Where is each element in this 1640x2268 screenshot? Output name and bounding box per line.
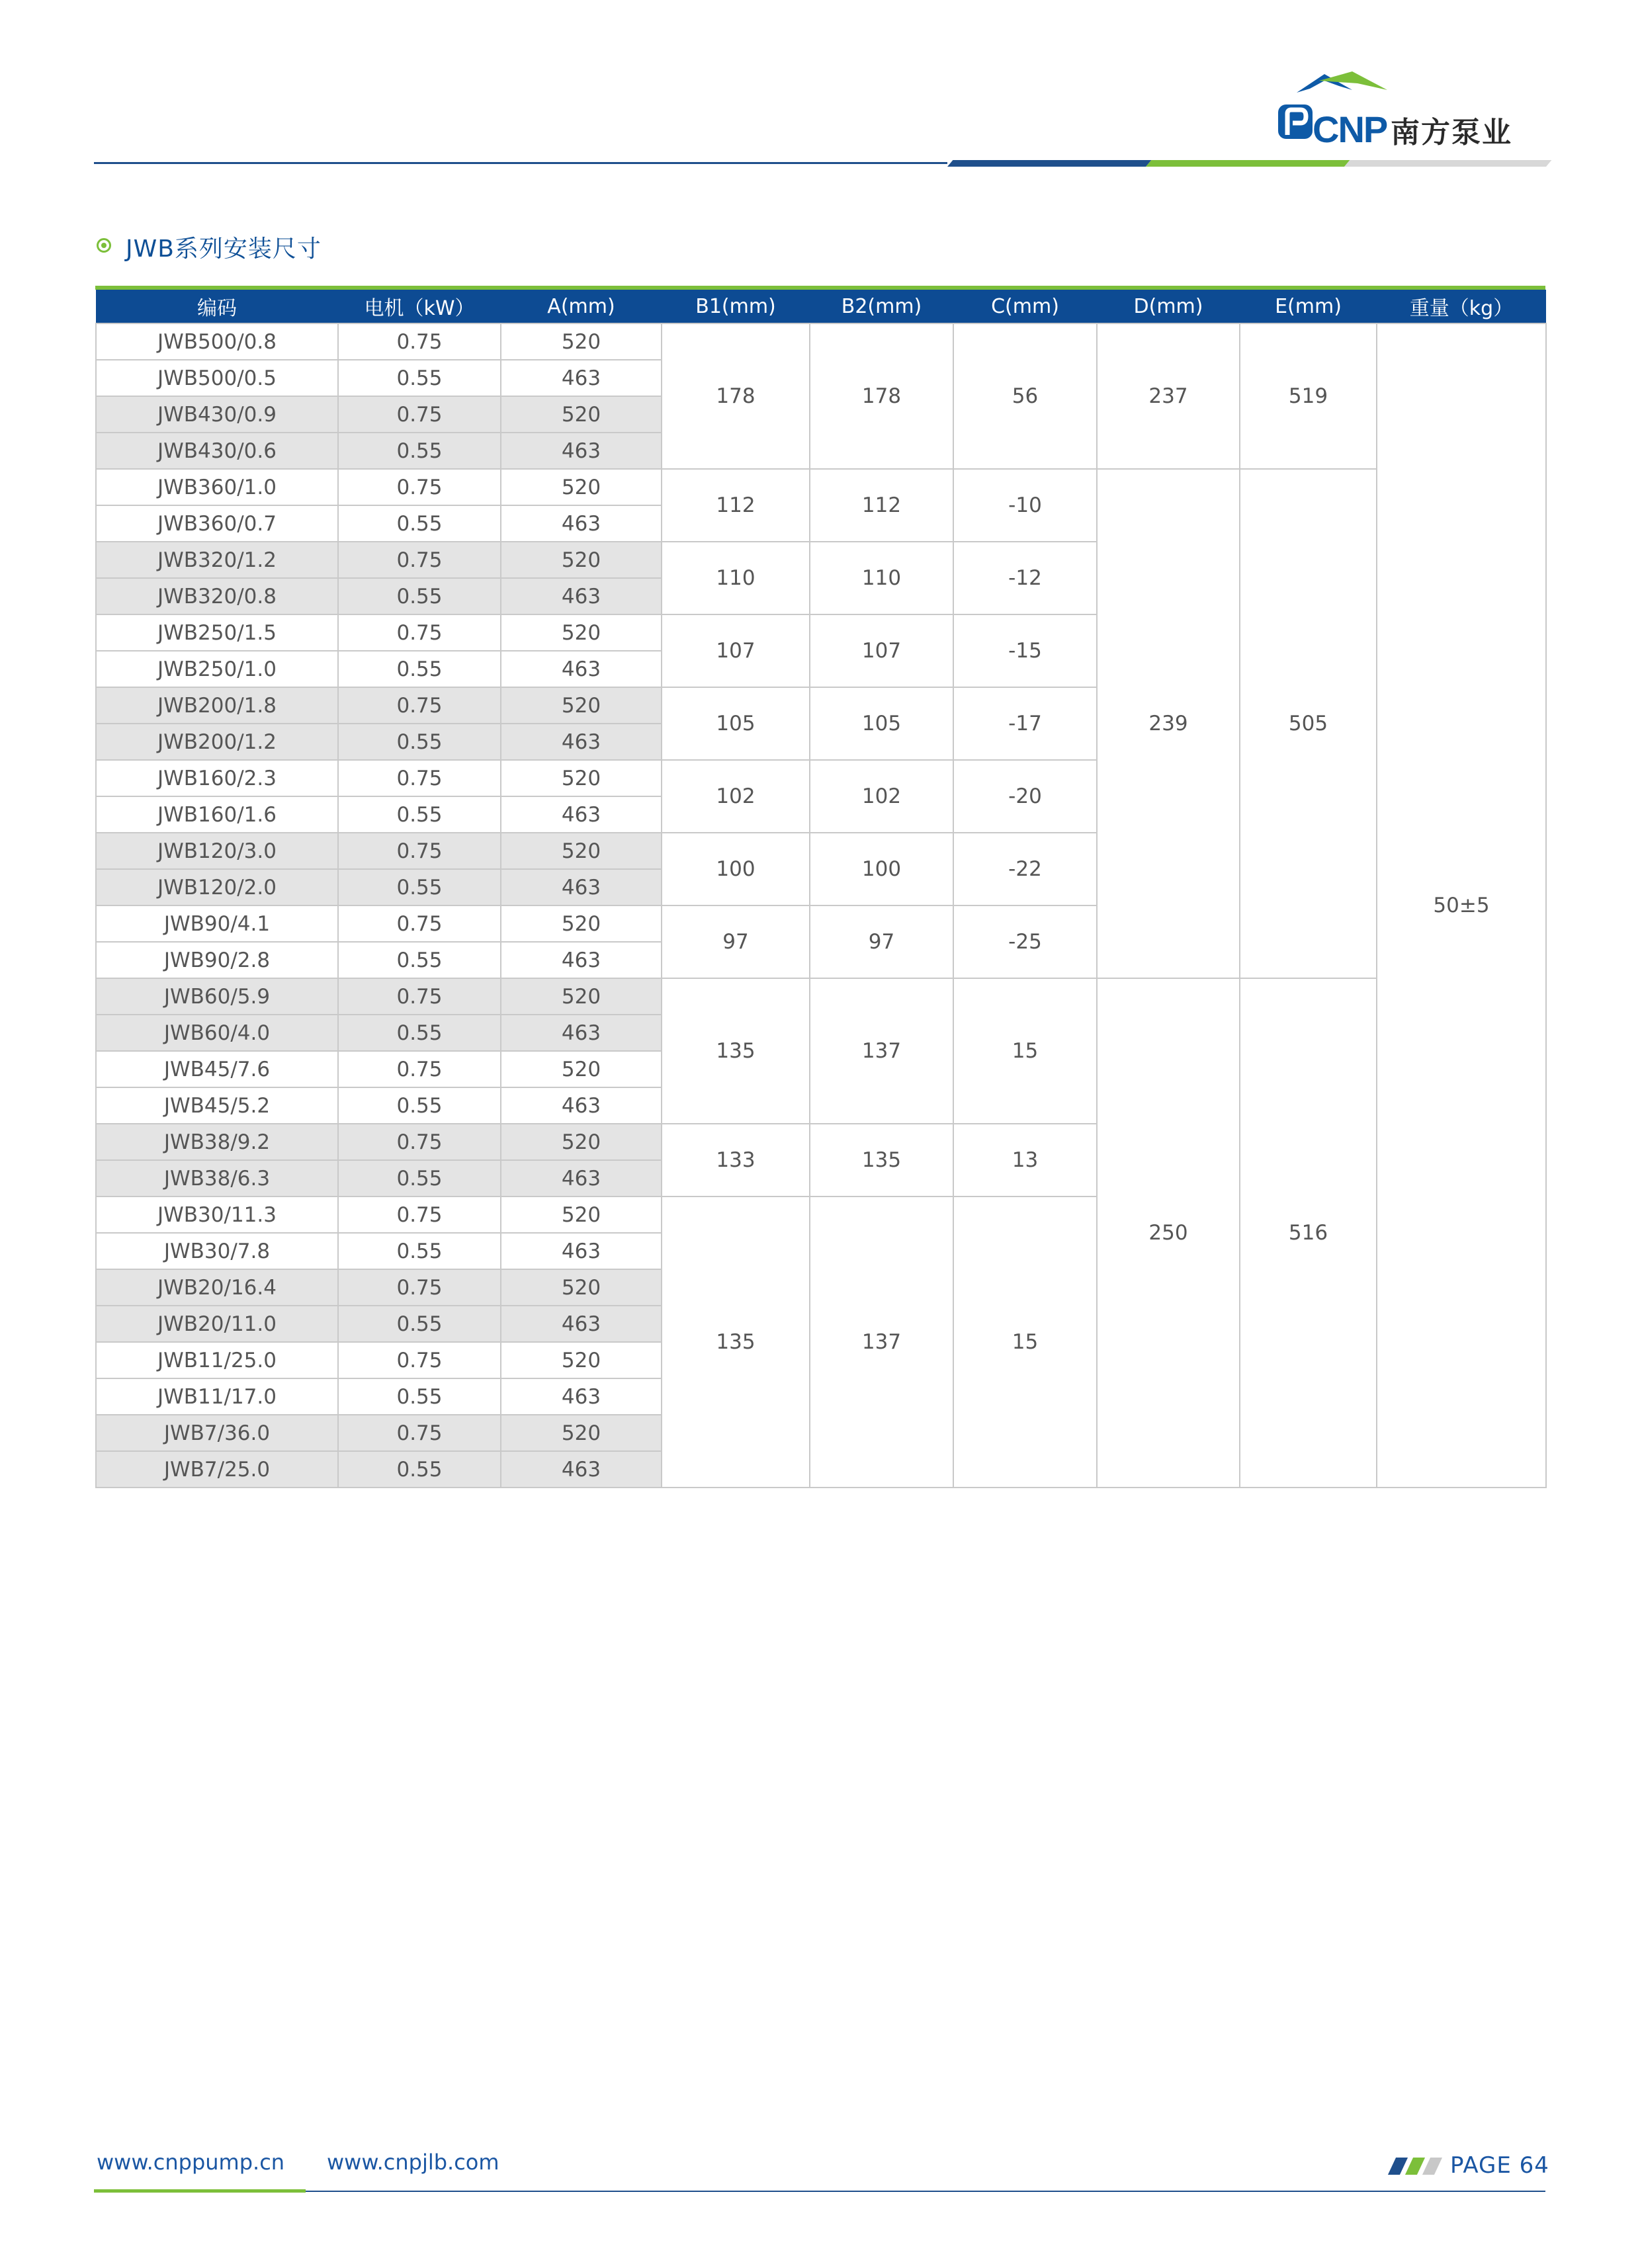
cell-b1-mm: 100 [662, 833, 810, 905]
cell-motor-kw: 0.55 [338, 505, 501, 542]
cell-c-mm: -17 [953, 687, 1097, 760]
cell-a-mm: 520 [501, 469, 662, 505]
cell-motor-kw: 0.75 [338, 833, 501, 869]
cell-c-mm: 56 [953, 323, 1097, 469]
col-header-b1: B1(mm) [662, 290, 810, 323]
cell-b1-mm: 133 [662, 1124, 810, 1197]
cell-code: JWB250/1.5 [96, 614, 338, 651]
cell-code: JWB7/25.0 [96, 1451, 338, 1488]
cell-b2-mm: 105 [810, 687, 953, 760]
cell-c-mm: -10 [953, 469, 1097, 542]
cell-code: JWB200/1.8 [96, 687, 338, 724]
cell-a-mm: 520 [501, 396, 662, 433]
cell-code: JWB38/6.3 [96, 1160, 338, 1197]
cell-code: JWB430/0.9 [96, 396, 338, 433]
cell-c-mm: -12 [953, 542, 1097, 614]
cell-a-mm: 463 [501, 1306, 662, 1342]
col-header-a: A(mm) [501, 290, 662, 323]
cell-a-mm: 463 [501, 724, 662, 760]
cell-motor-kw: 0.75 [338, 905, 501, 942]
cell-motor-kw: 0.75 [338, 542, 501, 578]
cell-code: JWB38/9.2 [96, 1124, 338, 1160]
table-row [96, 469, 1546, 505]
cell-motor-kw: 0.55 [338, 1378, 501, 1415]
cell-motor-kw: 0.75 [338, 1269, 501, 1306]
cell-code: JWB45/7.6 [96, 1051, 338, 1087]
cell-motor-kw: 0.55 [338, 651, 501, 687]
header-accent-blue [947, 160, 1151, 167]
cell-b1-mm: 107 [662, 614, 810, 687]
cell-b2-mm: 137 [810, 1197, 953, 1488]
cell-motor-kw: 0.55 [338, 869, 501, 905]
cell-code: JWB7/36.0 [96, 1415, 338, 1451]
table-body [96, 323, 1546, 1488]
cell-b1-mm: 135 [662, 1197, 810, 1488]
cell-motor-kw: 0.55 [338, 433, 501, 469]
cell-motor-kw: 0.75 [338, 469, 501, 505]
cell-motor-kw: 0.75 [338, 687, 501, 724]
cell-code: JWB160/1.6 [96, 796, 338, 833]
table-header-row [96, 290, 1546, 323]
dimension-table [95, 286, 1545, 1488]
cell-c-mm: -20 [953, 760, 1097, 833]
cell-code: JWB320/1.2 [96, 542, 338, 578]
cell-motor-kw: 0.55 [338, 942, 501, 978]
footer-rule [306, 2191, 1545, 2192]
cell-b1-mm: 110 [662, 542, 810, 614]
cell-c-mm: -15 [953, 614, 1097, 687]
cell-motor-kw: 0.75 [338, 1197, 501, 1233]
col-header-d: D(mm) [1097, 290, 1240, 323]
cell-b1-mm: 135 [662, 978, 810, 1124]
cell-b2-mm: 100 [810, 833, 953, 905]
col-header-b2: B2(mm) [810, 290, 953, 323]
cell-weight-kg: 50±5 [1377, 323, 1546, 1488]
cell-motor-kw: 0.75 [338, 396, 501, 433]
cell-a-mm: 520 [501, 833, 662, 869]
cell-e-mm: 505 [1240, 469, 1377, 978]
col-header-code: 编码 [96, 290, 338, 323]
cell-a-mm: 520 [501, 1342, 662, 1378]
cell-a-mm: 520 [501, 1051, 662, 1087]
cell-motor-kw: 0.75 [338, 614, 501, 651]
cell-e-mm: 519 [1240, 323, 1377, 469]
page-stripes-icon [1388, 2158, 1444, 2175]
cell-b2-mm: 178 [810, 323, 953, 469]
header-accent-green [1146, 160, 1350, 167]
cell-a-mm: 463 [501, 1233, 662, 1269]
footer-website-link-2[interactable]: www.cnpjlb.com [327, 2150, 499, 2175]
cell-code: JWB45/5.2 [96, 1087, 338, 1124]
cell-b2-mm: 137 [810, 978, 953, 1124]
cell-a-mm: 520 [501, 542, 662, 578]
cell-b1-mm: 112 [662, 469, 810, 542]
cell-motor-kw: 0.75 [338, 1051, 501, 1087]
cell-a-mm: 463 [501, 360, 662, 396]
cell-a-mm: 520 [501, 760, 662, 796]
cell-code: JWB120/3.0 [96, 833, 338, 869]
section-title: JWB系列安装尺寸 [126, 235, 322, 263]
cell-code: JWB250/1.0 [96, 651, 338, 687]
cell-c-mm: 13 [953, 1124, 1097, 1197]
cell-a-mm: 463 [501, 578, 662, 614]
header-accent-gray [1344, 160, 1551, 167]
cell-a-mm: 463 [501, 1451, 662, 1488]
cell-a-mm: 463 [501, 505, 662, 542]
cell-motor-kw: 0.55 [338, 1160, 501, 1197]
section-bullet-icon [97, 238, 111, 253]
cell-motor-kw: 0.55 [338, 796, 501, 833]
cell-b1-mm: 102 [662, 760, 810, 833]
cell-a-mm: 520 [501, 1124, 662, 1160]
cell-a-mm: 463 [501, 1160, 662, 1197]
col-header-weight: 重量（kg） [1377, 290, 1546, 323]
cell-b2-mm: 135 [810, 1124, 953, 1197]
logo-chinese-name: 南方泵业 [1391, 116, 1512, 149]
cell-b1-mm: 178 [662, 323, 810, 469]
cell-motor-kw: 0.55 [338, 1015, 501, 1051]
cell-b1-mm: 105 [662, 687, 810, 760]
cell-a-mm: 520 [501, 687, 662, 724]
cell-motor-kw: 0.55 [338, 578, 501, 614]
cell-code: JWB30/11.3 [96, 1197, 338, 1233]
cell-motor-kw: 0.75 [338, 1415, 501, 1451]
cell-a-mm: 520 [501, 323, 662, 360]
cell-b2-mm: 107 [810, 614, 953, 687]
cell-code: JWB11/25.0 [96, 1342, 338, 1378]
cell-a-mm: 463 [501, 1015, 662, 1051]
brand-logo [1278, 71, 1530, 151]
cell-motor-kw: 0.55 [338, 1306, 501, 1342]
cell-d-mm: 250 [1097, 978, 1240, 1488]
cell-motor-kw: 0.75 [338, 760, 501, 796]
cell-motor-kw: 0.75 [338, 323, 501, 360]
cell-motor-kw: 0.75 [338, 1124, 501, 1160]
cell-b2-mm: 102 [810, 760, 953, 833]
cell-a-mm: 520 [501, 978, 662, 1015]
cell-a-mm: 463 [501, 942, 662, 978]
cell-code: JWB500/0.5 [96, 360, 338, 396]
cell-code: JWB11/17.0 [96, 1378, 338, 1415]
cell-motor-kw: 0.75 [338, 1342, 501, 1378]
cell-c-mm: 15 [953, 978, 1097, 1124]
cell-b2-mm: 112 [810, 469, 953, 542]
cell-code: JWB60/4.0 [96, 1015, 338, 1051]
table-row [96, 323, 1546, 360]
cell-a-mm: 520 [501, 1415, 662, 1451]
cell-motor-kw: 0.55 [338, 1233, 501, 1269]
cell-c-mm: -25 [953, 905, 1097, 978]
cell-code: JWB20/16.4 [96, 1269, 338, 1306]
cell-a-mm: 463 [501, 1378, 662, 1415]
col-header-motor: 电机（kW） [338, 290, 501, 323]
header-rule [94, 162, 947, 164]
cell-a-mm: 520 [501, 905, 662, 942]
cell-d-mm: 237 [1097, 323, 1240, 469]
cell-motor-kw: 0.55 [338, 1451, 501, 1488]
cell-motor-kw: 0.75 [338, 978, 501, 1015]
logo-text: CNP [1313, 108, 1387, 150]
cell-code: JWB90/4.1 [96, 905, 338, 942]
cell-a-mm: 520 [501, 1269, 662, 1306]
cell-b2-mm: 110 [810, 542, 953, 614]
cell-code: JWB360/0.7 [96, 505, 338, 542]
cell-code: JWB30/7.8 [96, 1233, 338, 1269]
col-header-c: C(mm) [953, 290, 1097, 323]
cell-code: JWB20/11.0 [96, 1306, 338, 1342]
cell-b1-mm: 97 [662, 905, 810, 978]
cell-motor-kw: 0.55 [338, 360, 501, 396]
cell-a-mm: 463 [501, 1087, 662, 1124]
cell-a-mm: 463 [501, 651, 662, 687]
cell-b2-mm: 97 [810, 905, 953, 978]
cell-code: JWB160/2.3 [96, 760, 338, 796]
cell-a-mm: 463 [501, 796, 662, 833]
cell-code: JWB500/0.8 [96, 323, 338, 360]
cell-a-mm: 463 [501, 869, 662, 905]
cell-c-mm: 15 [953, 1197, 1097, 1488]
cell-code: JWB60/5.9 [96, 978, 338, 1015]
table-row [96, 978, 1546, 1015]
cell-code: JWB120/2.0 [96, 869, 338, 905]
footer-accent-green [94, 2189, 306, 2193]
cell-a-mm: 520 [501, 1197, 662, 1233]
cell-c-mm: -22 [953, 833, 1097, 905]
cell-e-mm: 516 [1240, 978, 1377, 1488]
cell-code: JWB320/0.8 [96, 578, 338, 614]
cell-d-mm: 239 [1097, 469, 1240, 978]
cell-a-mm: 463 [501, 433, 662, 469]
col-header-e: E(mm) [1240, 290, 1377, 323]
cell-motor-kw: 0.55 [338, 1087, 501, 1124]
cell-code: JWB430/0.6 [96, 433, 338, 469]
footer-website-link[interactable]: www.cnppump.cn [97, 2150, 285, 2175]
cell-motor-kw: 0.55 [338, 724, 501, 760]
page-number: PAGE 64 [1450, 2152, 1549, 2179]
cell-a-mm: 520 [501, 614, 662, 651]
cell-code: JWB360/1.0 [96, 469, 338, 505]
cell-code: JWB200/1.2 [96, 724, 338, 760]
cell-code: JWB90/2.8 [96, 942, 338, 978]
